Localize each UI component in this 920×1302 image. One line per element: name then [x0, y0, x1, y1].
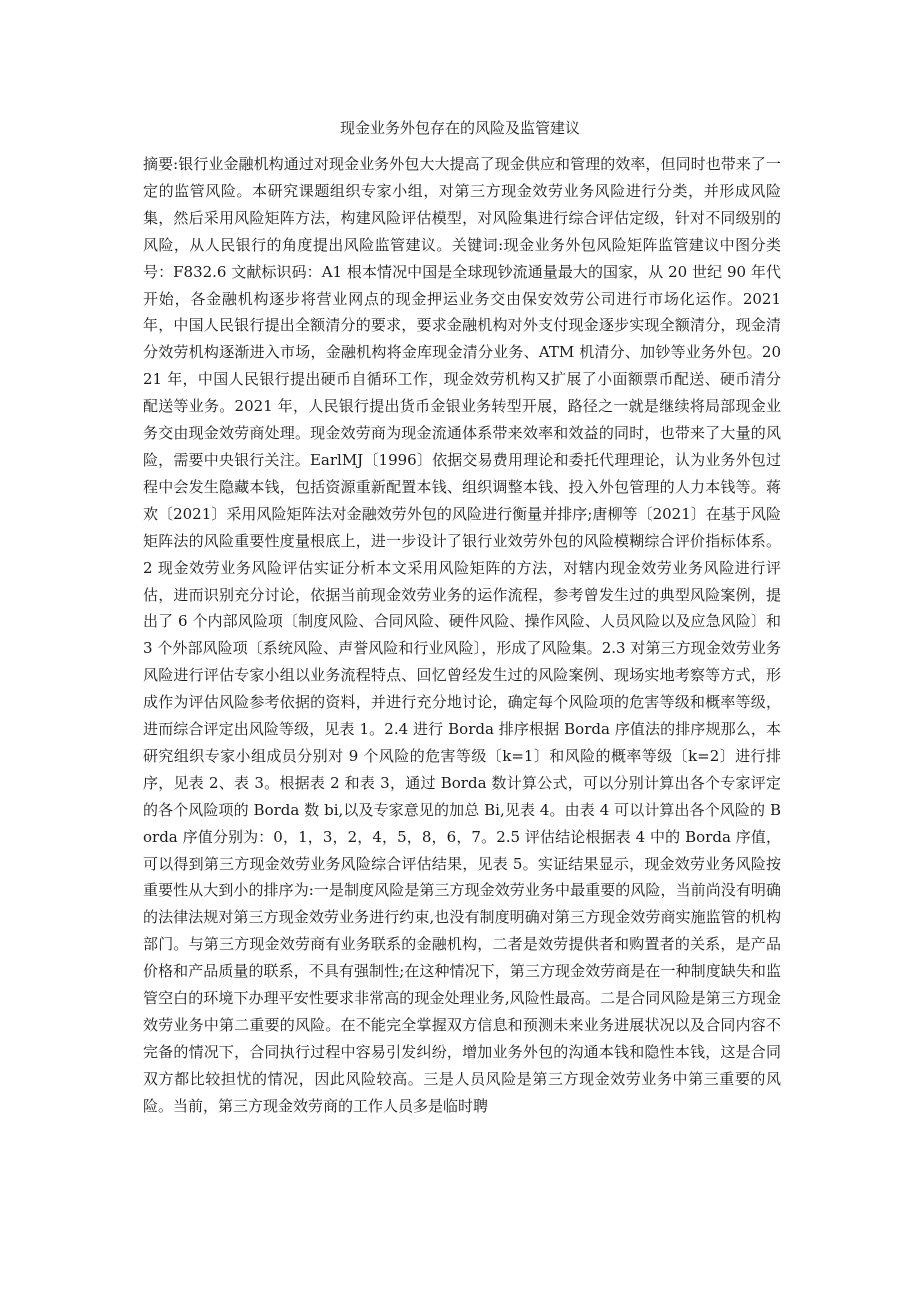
document-body: 摘要:银行业金融机构通过对现金业务外包大大提高了现金供应和管理的效率，但同时也带来了一定的监管风险。本研究课题组织专家小组，对第三方现金效劳业务风险进行分类，并形成风险集，然后采用风险矩阵方法，构建风险评估模型，对风险集进行综合评估定级，针对不同级别的风险，从人民银行的角度提出风险监管建议。关键词:现金业务外包风险矩阵监管建议中图分类号：F832.6 文献标识码：A1 根本情况中国是全球现钞流通量最大的国家，从 20 世纪 90 年代开始，各金融机构逐步将营业网点的现金押运业务交由保安效劳公司进行市场化运作。2021 年，中国人民银行提出全额清分的要求，要求金融机构对外支付现金逐步实现全额清分，现金清分效劳机构逐渐进入市场，金融机构将金库现金清分业务、ATM 机清分、加钞等业务外包。2021 年，中国人民银行提出硬币自循环工作，现金效劳机构又扩展了小面额票币配送、硬币清分配送等业务。2021 年，人民银行提出货币金银业务转型开展，路径之一就是继续将局部现金业务交由现金效劳商处理。现金效劳商为现金流通体系带来效率和效益的同时，也带来了大量的风险，需要中央银行关注。EarlMJ〔1996〕依据交易费用理论和委托代理理论，认为业务外包过程中会发生隐藏本钱，包括资源重新配置本钱、组织调整本钱、投入外包管理的人力本钱等。蒋欢〔2021〕采用风险矩阵法对金融效劳外包的风险进行衡量并排序;唐柳等〔2021〕在基于风险矩阵法的风险重要性度量根底上，进一步设计了银行业效劳外包的风险模糊综合评价指标体系。2 现金效劳业务风险评估实证分析本文采用风险矩阵的方法，对辖内现金效劳业务风险进行评估，进而识别充分讨论，依据当前现金效劳业务的运作流程，参考曾发生过的典型风险案例，提出了 6 个内部风险项〔制度风险、合同风险、硬件风险、操作风险、人员风险以及应急风险〕和 3 个外部风险项〔系统风险、声誉风险和行业风险〕，形成了风险集。2.3 对第三方现金效劳业务风险进行评估专家小组以业务流程特点、回忆曾经发生过的风险案例、现场实地考察等方式，形成作为评估风险参考依据的资料，并进行充分地讨论，确定每个风险项的危害等级和概率等级，进而综合评定出风险等级，见表 1。2.4 进行 Borda 排序根据 Borda 序值法的排序规那么，本研究组织专家小组成员分别对 9 个风险的危害等级〔k=1〕和风险的概率等级〔k=2〕进行排序，见表 2、表 3。根据表 2 和表 3，通过 Borda 数计算公式，可以分别计算出各个专家评定的各个风险项的 Borda 数 bi,以及专家意见的加总 Bi,见表 4。由表 4 可以计算出各个风险的 Borda 序值分别为：0，1，3，2，4，5，8，6，7。2.5 评估结论根据表 4 中的 Borda 序值，可以得到第三方现金效劳业务风险综合评估结果，见表 5。实证结果显示，现金效劳业务风险按重要性从大到小的排序为:一是制度风险是第三方现金效劳业务中最重要的风险，当前尚没有明确的法律法规对第三方现金效劳业务进行约束,也没有制度明确对第三方现金效劳商实施监管的机构部门。与第三方现金效劳商有业务联系的金融机构，二者是效劳提供者和购置者的关系，是产品价格和产品质量的联系，不具有强制性;在这种情况下，第三方现金效劳商是在一种制度缺失和监管空白的环境下办理平安性要求非常高的现金处理业务,风险性最高。二是合同风险是第三方现金效劳业务中第二重要的风险。在不能完全掌握双方信息和预测未来业务进展状况以及合同内容不完备的情况下，合同执行过程中容易引发纠纷，增加业务外包的沟通本钱和隐性本钱，这是合同双方都比较担忧的情况，因此风险较高。三是人员风险是第三方现金效劳业务中第三重要的风险。当前，第三方现金效劳商的工作人员多是临时聘	[143, 155, 781, 1115]
document-title: 现金业务外包存在的风险及监管建议	[339, 119, 580, 137]
